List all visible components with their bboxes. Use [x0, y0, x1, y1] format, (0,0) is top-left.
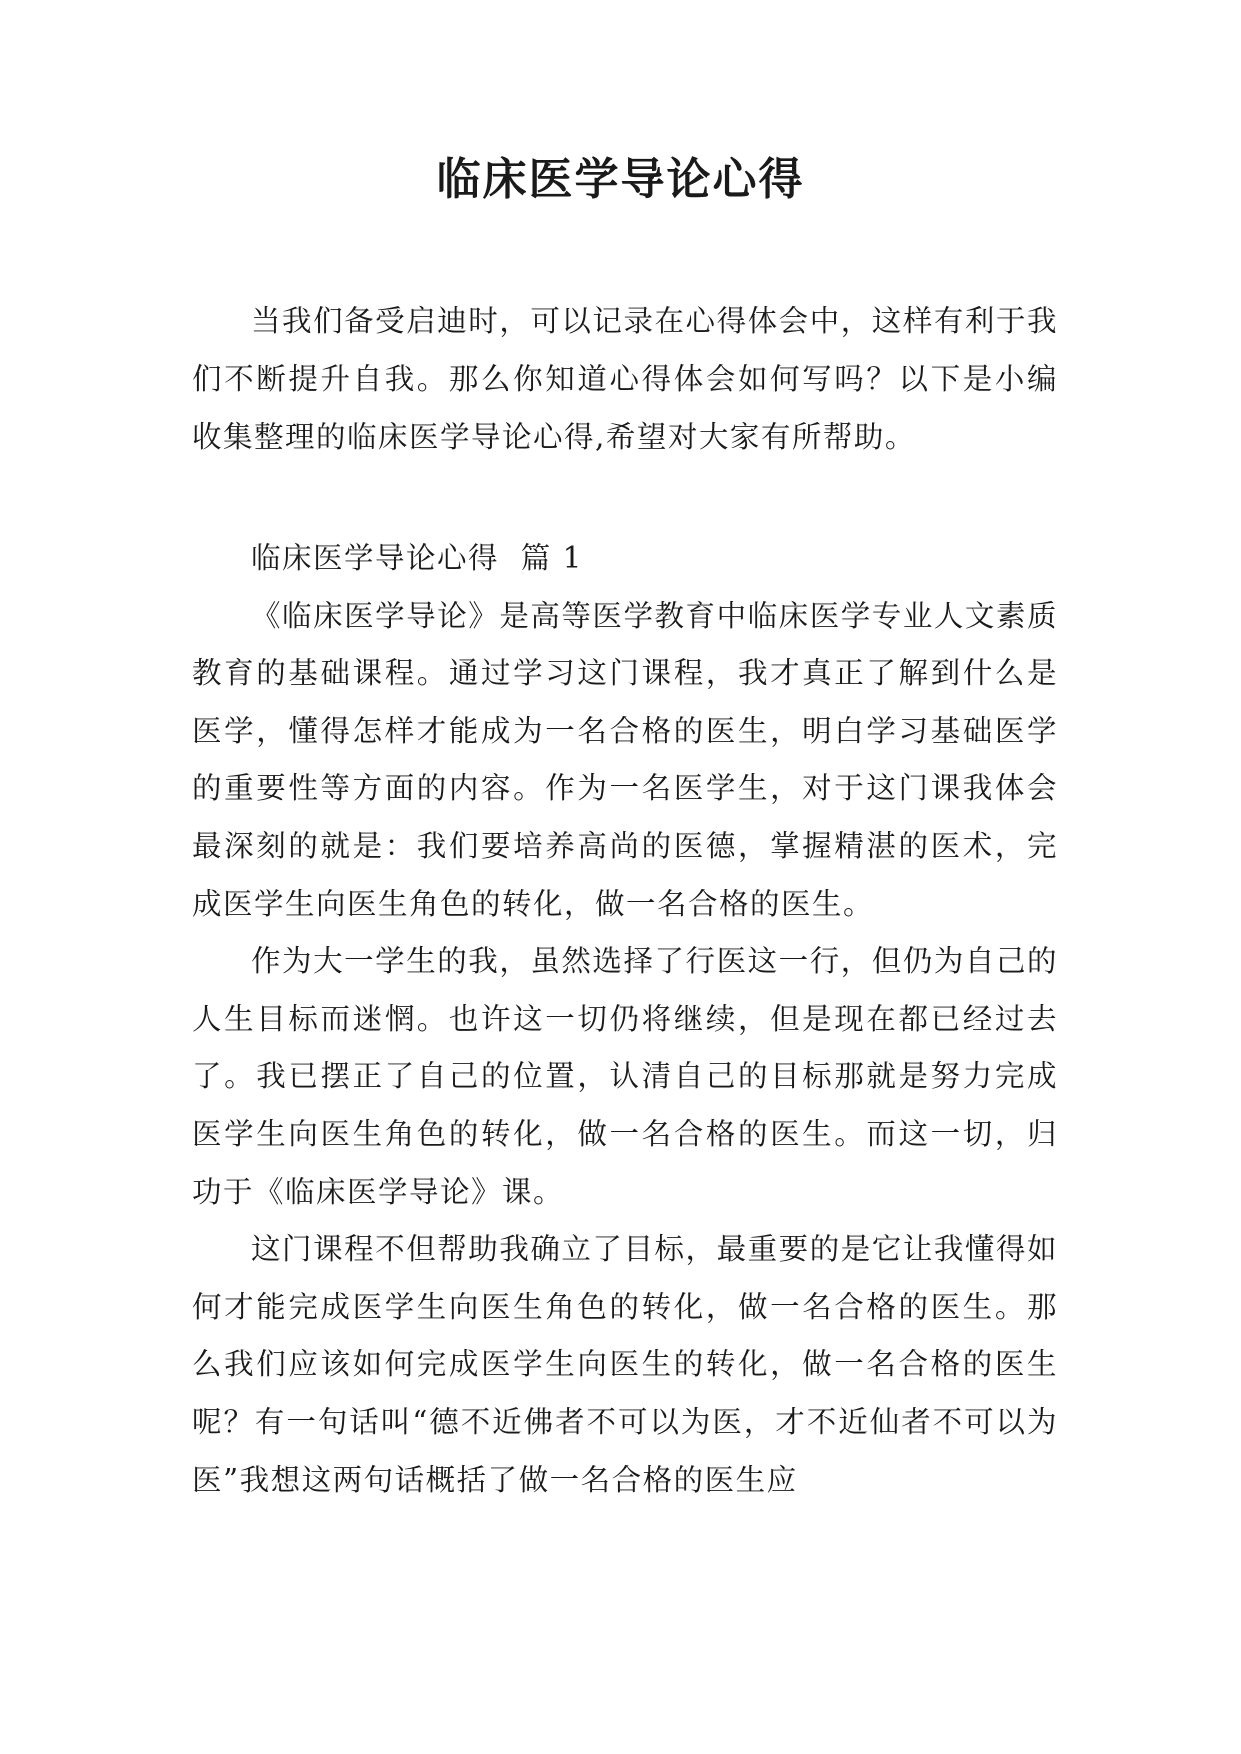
section-heading: 临床医学导论心得 篇 1 [251, 541, 583, 575]
intro-paragraph: 当我们备受启迪时，可以记录在心得体会中，这样有利于我们不断提升自我。那么你知道心得体会如何写吗？以下是小编收集整理的临床医学导论心得,希望对大家有所帮助。 [192, 304, 1058, 454]
paragraph-1: 《临床医学导论》是高等医学教育中临床医学专业人文素质教育的基础课程。通过学习这门课程，我才真正了解到什么是医学，懂得怎样才能成为一名合格的医生，明白学习基础医学的重要性等方面的内容。作为一名医学生，对于这门课我体会最深刻的就是：我们要培养高尚的医德，掌握精湛的医术，完成医学生向医生角色的转化，做一名合格的医生。 [192, 598, 1058, 921]
intro-block [192, 292, 1058, 466]
section-1 [192, 530, 1058, 1509]
document-title: 临床医学导论心得 [436, 154, 805, 205]
paragraph-3: 这门课程不但帮助我确立了目标，最重要的是它让我懂得如何才能完成医学生向医生角色的转化，做一名合格的医生。那么我们应该如何完成医学生向医生的转化，做一名合格的医生呢？有一句话叫“德不近佛者不可以为医，才不近仙者不可以为医”我想这两句话概括了做一名合格的医生应 [192, 1232, 1058, 1497]
paragraph-2: 作为大一学生的我，虽然选择了行医这一行，但仍为自己的人生目标而迷惘。也许这一切仍将继续，但是现在都已经过去了。我已摆正了自己的位置，认清自己的目标那就是努力完成医学生向医生角色的转化，做一名合格的医生。而这一切，归功于《临床医学导论》课。 [192, 944, 1058, 1209]
